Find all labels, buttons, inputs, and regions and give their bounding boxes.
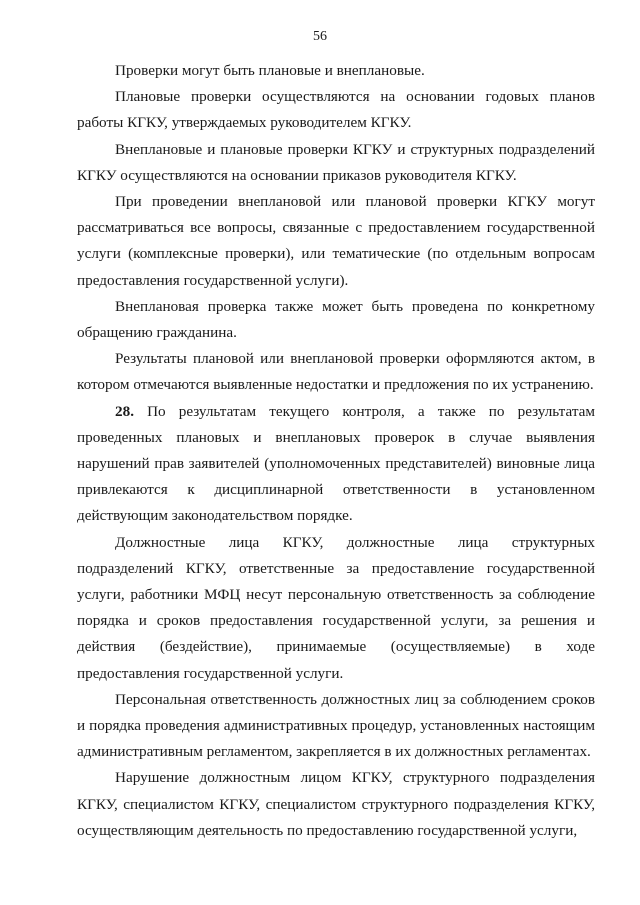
paragraph: Внеплановая проверка также может быть проведена по конкретному обращению гражданина. xyxy=(77,297,595,342)
paragraph: Внеплановые и плановые проверки КГКУ и структурных подразделений КГКУ осуществляются на основании приказов руководителя КГКУ. xyxy=(77,140,595,184)
paragraph: Нарушение должностным лицом КГКУ, структурного подразделения КГКУ, специалистом КГКУ, специалистом структурного подразделения КГКУ, осуществляющим деятельность по предоставлению государственной услуги, xyxy=(77,769,595,839)
paragraph: Результаты плановой или внеплановой проверки оформляются актом, в котором отмечаются выявленные недостатки и предложения по их устранению. xyxy=(77,350,595,394)
document-body xyxy=(77,58,595,844)
paragraph: Проверки могут быть плановые и внеплановые. xyxy=(115,62,425,79)
paragraph-number: 28. xyxy=(115,402,134,420)
page-number: 56 xyxy=(313,29,327,44)
paragraph: Персональная ответственность должностных лиц за соблюдением сроков и порядка проведения административных процедур, установленных настоящим административным регламентом, закрепляется в их должностных регламентах. xyxy=(77,690,595,761)
paragraph: Плановые проверки осуществляются на основании годовых планов работы КГКУ, утверждаемых руководителем КГКУ. xyxy=(77,88,595,132)
paragraph-text: По результатам текущего контроля, а также по результатам проведенных плановых и внеплановых проверок в случае выявления нарушений прав заявителей (уполномоченных представителей) виновные лица привлекаются к дисциплинарной ответственности в установленном действующим законодательством порядке. xyxy=(77,402,596,525)
numbered-paragraph xyxy=(77,399,595,530)
paragraph: Должностные лица КГКУ, должностные лица структурных подразделений КГКУ, ответственные за предоставление государственной услуги, работники МФЦ несут персональную ответственность за соблюдение порядка и сроков предоставления государственной услуги, за решения и действия (бездействие), принимаемые (осуществляемые) в ходе предоставления государственной услуги. xyxy=(77,533,595,682)
paragraph: При проведении внеплановой или плановой проверки КГКУ могут рассматриваться все вопросы, связанные с предоставлением государственной услуги (комплексные проверки), или тематические (по отдельным вопросам предоставления государственной услуги). xyxy=(77,193,595,289)
